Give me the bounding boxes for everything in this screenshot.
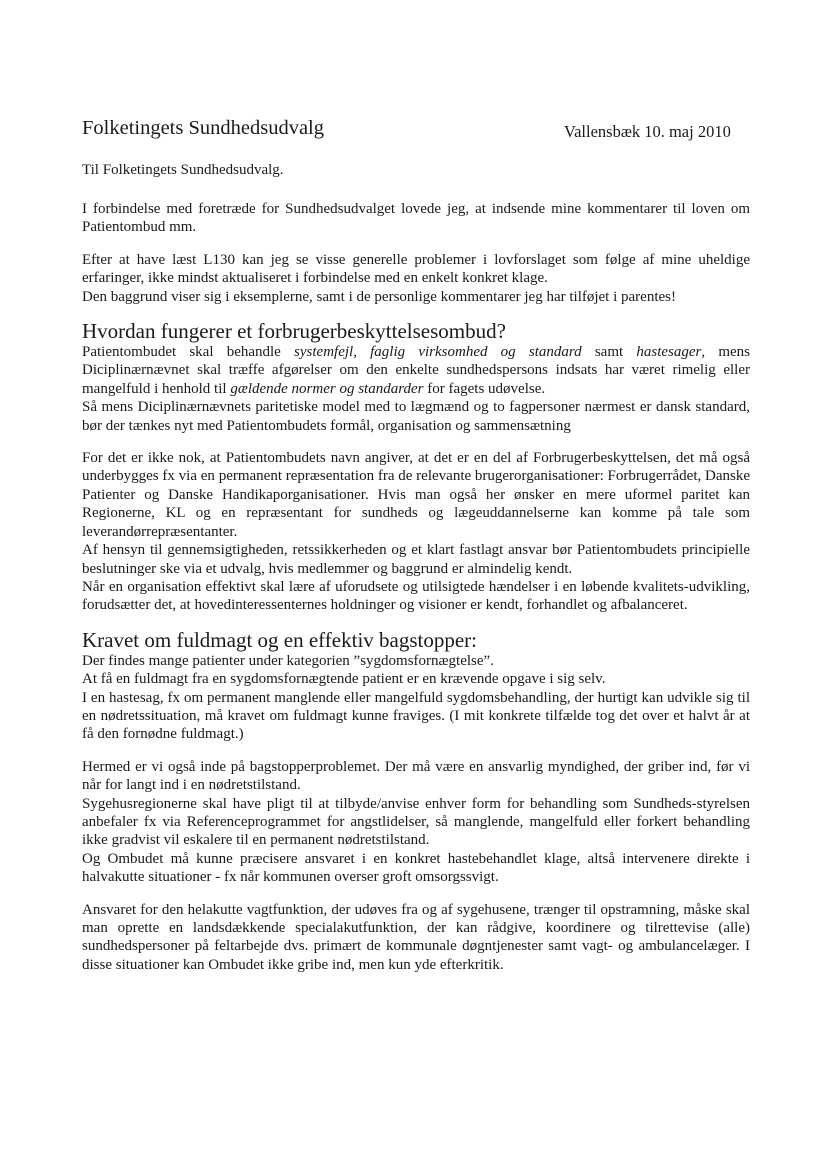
text-run: for fagets udøvelse.: [423, 380, 546, 397]
recipient-title: Folketingets Sundhedsudvalg: [82, 117, 325, 139]
section1-paragraph-4: Af hensyn til gennemsigtigheden, retssikkerheden og et klart fastlagt ansvar bør Patientombudets principielle beslutninger ske via et udvalg, hvis medlemmer og baggrund er almindelig kendt.: [82, 542, 750, 577]
section-heading-ombudsman: Hvordan fungerer et forbrugerbeskyttelsesombud?: [82, 319, 506, 344]
section-power-of-attorney: [82, 629, 750, 975]
section2-paragraph-6: Og Ombudet må kunne præcisere ansvaret i en konkret hastebehandlet klage, altså intervenere direkte i halvakutte situationer - fx når kommunen overser groft omsorgssvigt.: [82, 850, 750, 886]
emphasis-text: hastesager: [636, 344, 702, 361]
text-run: samt: [581, 344, 637, 361]
letter-date: Vallensbæk 10. maj 2010: [564, 122, 731, 141]
section2-paragraph-5: Sygehusregionerne skal have pligt til at tilbyde/anvise enhver form for behandling som Sundheds-styrelsen anbefaler fx via Referenceprogrammet for angstlidelser, så manglende, mangelfuld eller forkert behandling ikke gradvist vil eskalere til en permanent nødretstilstand.: [82, 795, 750, 849]
section2-paragraph-1: Der findes mange patienter under kategorien ”sygdomsfornægtelse”.: [82, 652, 494, 669]
emphasis-text: systemfejl, faglig virksomhed og standard: [294, 344, 582, 361]
section1-paragraph-1: [82, 343, 750, 398]
section2-paragraph-7: Ansvaret for den helakutte vagtfunktion, der udøves fra og af sygehusene, trænger til opstramning, måske skal man oprette en landsdækkende specialakutfunktion, der kan rådgive, koordinere og tilrettevise (alle) sundhedspersoner på feltarbejde dvs. primært de kommunale døgntjenester samt vagt- og ambulancelæger. I disse situationer kan Ombudet ikke gribe ind, men kun yde efterkritik.: [82, 901, 750, 973]
intro-paragraph-1: I forbindelse med foretræde for Sundhedsudvalget lovede jeg, at indsende mine kommentarer til loven om Patientombud mm.: [82, 201, 750, 236]
section1-paragraph-5: Når en organisation effektivt skal lære af uforudsete og utilsigtede hændelser i en løbende kvalitets-udvikling, forudsætter det, at hovedinteressenternes holdninger og visioner er kendt, forhandlet og afbalanceret.: [82, 578, 750, 614]
section2-paragraph-3: I en hastesag, fx om permanent manglende eller mangelfuld sygdomsbehandling, der hurtigt kan udvikle sig til en nødretssituation, må kravet om fuldmagt kunne fraviges. (I mit konkrete tilfælde tog det over et halvt år at få den fornødne fuldmagt.): [82, 689, 750, 743]
text-run: , mens Diciplinærnævnet skal træffe afgørelser om den enkelte sundhedspersons indsats har været rimelig eller mangelfuld i henhold til: [82, 344, 750, 397]
letter-body: [82, 200, 750, 988]
section2-paragraph-4: Hermed er vi også inde på bagstopperproblemet. Der må være en ansvarlig myndighed, der griber ind, før vi når for langt ind i en nødretstilstand.: [82, 758, 750, 794]
section-heading-power-of-attorney: Kravet om fuldmagt og en effektiv bagstopper:: [82, 627, 478, 652]
intro-paragraph-2: Efter at have læst L130 kan jeg se visse generelle problemer i lovforslaget som følge af mine uheldige erfaringer, ikke mindst aktualiseret i forbindelse med en enkelt konkret klage.: [82, 251, 750, 287]
intro-paragraph-3: Den baggrund viser sig i eksemplerne, samt i de personlige kommentarer jeg har tilføjet i parentes!: [82, 288, 676, 305]
section1-paragraph-3: For det er ikke nok, at Patientombudets navn angiver, at det er en del af Forbrugerbeskyttelsen, det må også underbygges fx via en permanent repræsentation fra de relevante brugerorganisationer: Forbrugerrådet, Danske Patienter og Danske Handikaporganisationer. Hvis man også her ønsker en mere uformel paritet kan Regionerne, KL og en repræsentant for sundheds og lægeuddannelserne kan komme på tale som leverandørrepræsentanter.: [82, 450, 750, 540]
salutation: Til Folketingets Sundhedsudvalg.: [82, 162, 284, 178]
text-run: Patientombudet skal behandle: [82, 344, 295, 361]
section1-paragraph-2: Så mens Diciplinærnævnets paritetiske model med to lægmænd og to fagpersoner nærmest er dansk standard, bør der tænkes nyt med Patientombudets formål, organisation og sammensætning: [82, 399, 750, 434]
section2-paragraph-2: At få en fuldmagt fra en sygdomsfornægtende patient er en krævende opgave i sig selv.: [82, 671, 606, 688]
section-ombudsman: [82, 320, 750, 615]
emphasis-text: gældende normer og standarder: [230, 380, 424, 397]
